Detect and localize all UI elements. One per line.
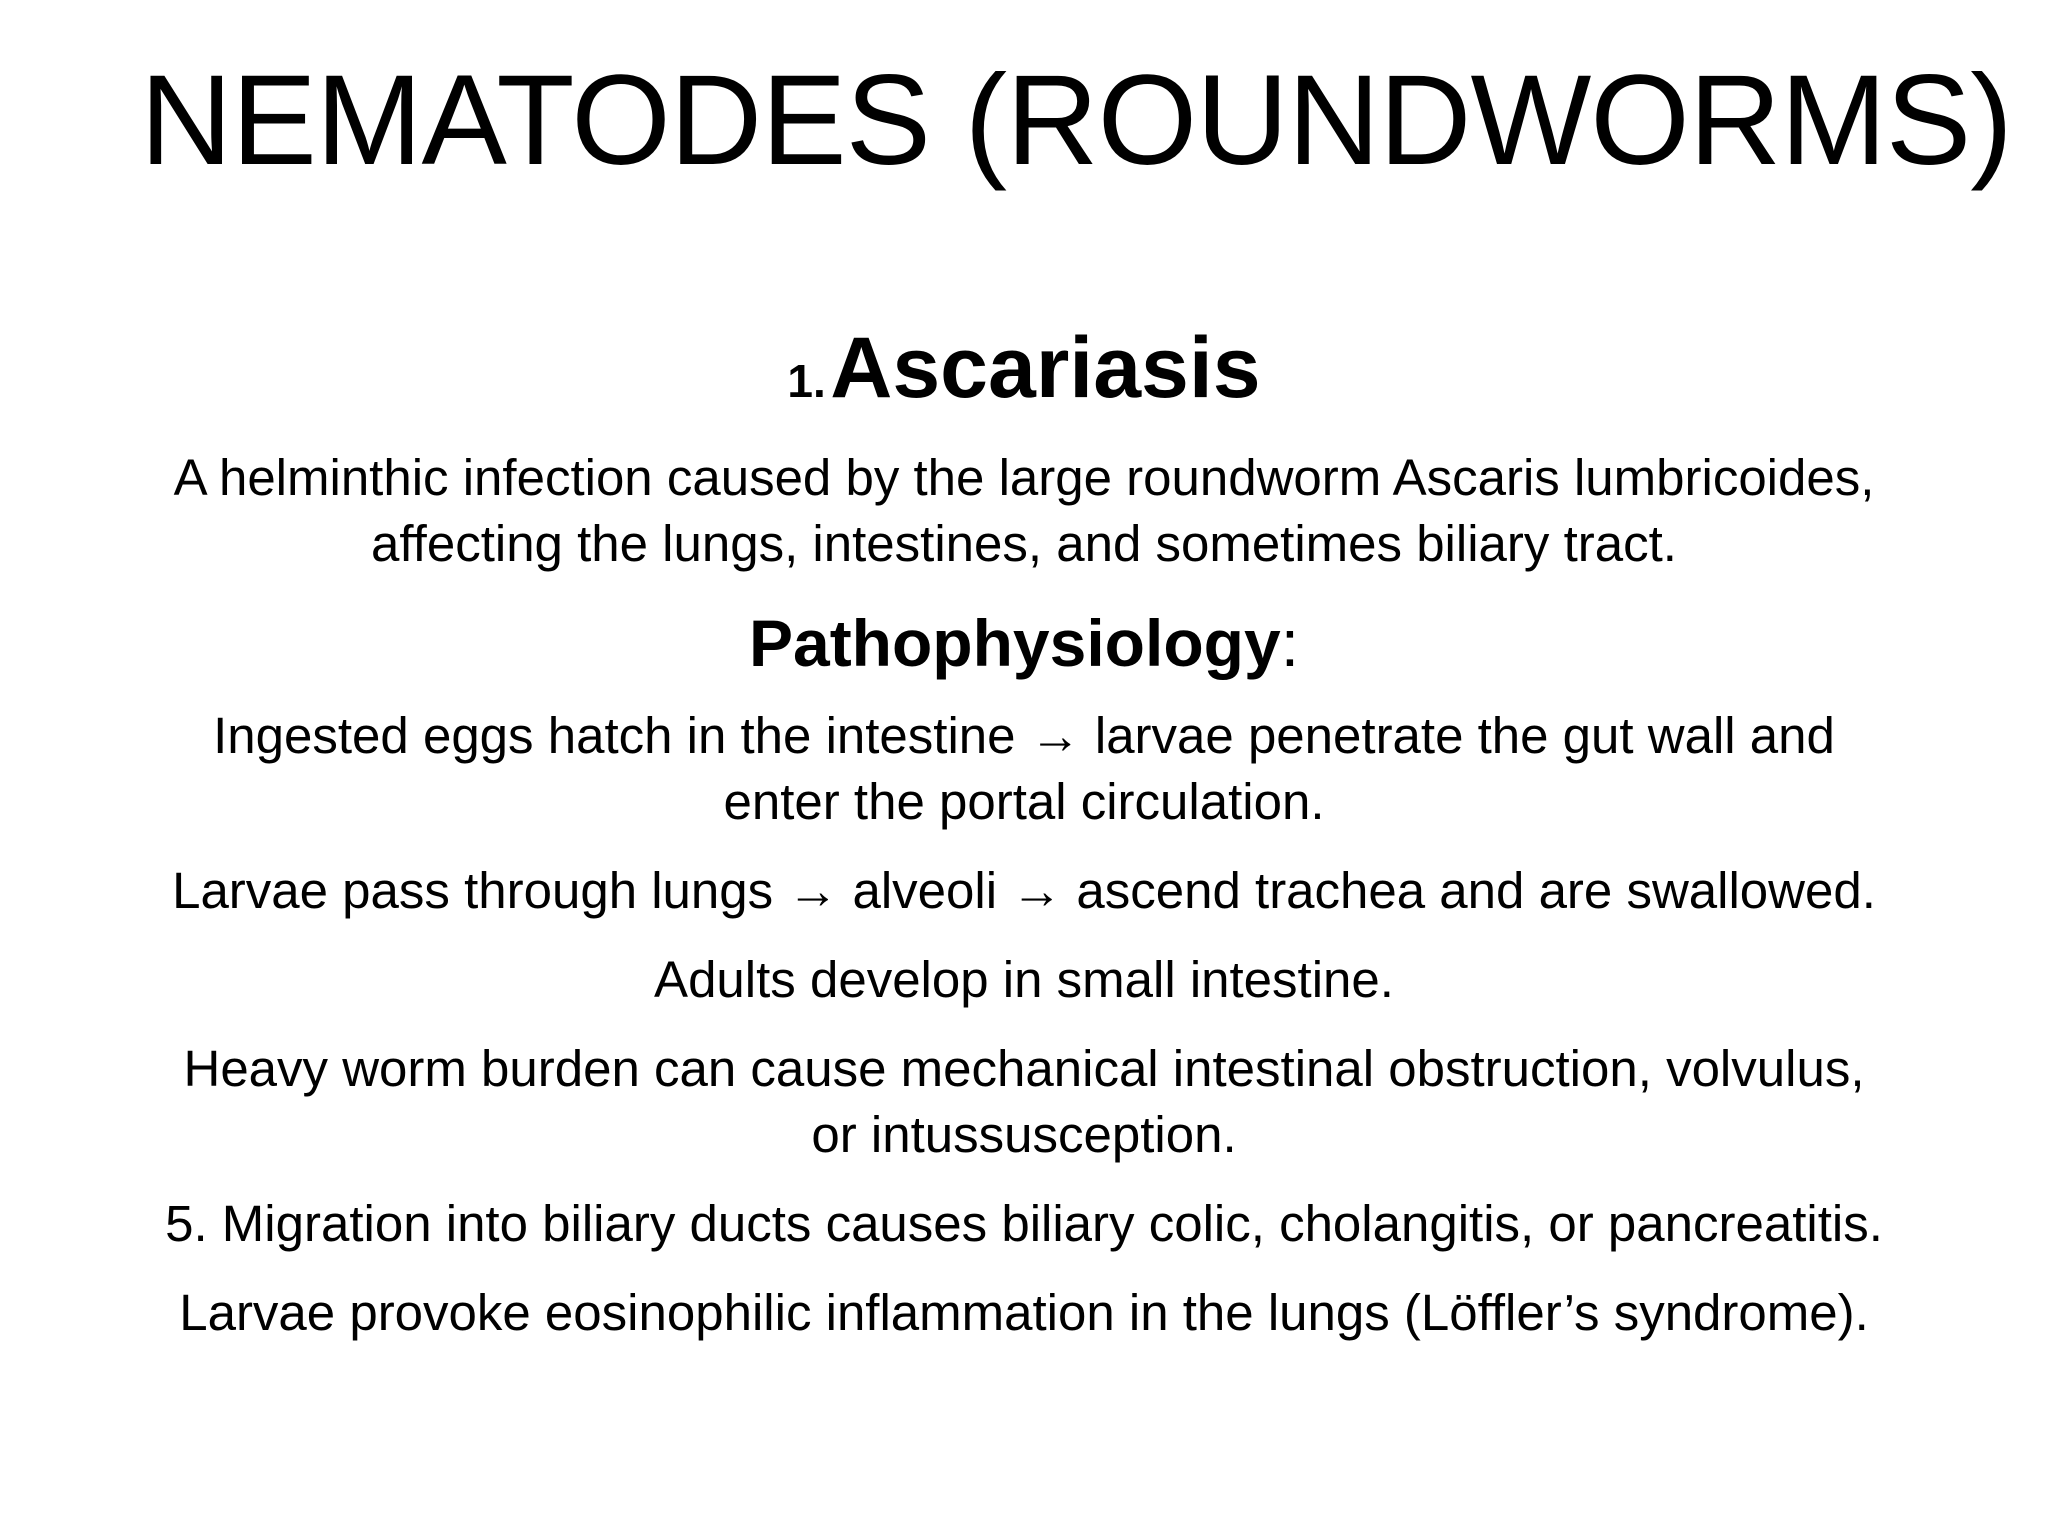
pathophysiology-point-4: [40, 1036, 2008, 1168]
point-3-line-1: Adults develop in small intestine.: [654, 951, 1394, 1008]
pathophysiology-point-5: [40, 1191, 2008, 1257]
point-4-line-2: or intussusception.: [811, 1106, 1237, 1163]
point-4-line-1: Heavy worm burden can cause mechanical intestinal obstruction, volvulus,: [183, 1040, 1865, 1097]
point-5-line-1: 5. Migration into biliary ducts causes biliary colic, cholangitis, or pancreatitis.: [165, 1195, 1883, 1252]
disease-name: Ascariasis: [830, 320, 1261, 416]
slide-title: NEMATODES (ROUNDWORMS): [140, 49, 2012, 192]
pathophysiology-label: Pathophysiology: [748, 606, 1281, 680]
definition-line-2: affecting the lungs, intestines, and sometimes biliary tract.: [371, 515, 1677, 572]
pathophysiology-point-1: [40, 703, 2008, 835]
point-1-line-1: Ingested eggs hatch in the intestine → larvae penetrate the gut wall and: [213, 707, 1835, 764]
disease-heading: [40, 318, 2008, 443]
pathophysiology-heading: [40, 593, 2008, 693]
pathophysiology-colon: :: [1280, 606, 1300, 680]
pathophysiology-list: [40, 703, 2008, 1346]
definition-line-1: A helminthic infection caused by the large roundworm Ascaris lumbricoides,: [173, 449, 1875, 506]
pathophysiology-point-2: [40, 858, 2008, 924]
slide-content: [40, 318, 2008, 1369]
point-1-line-2: enter the portal circulation.: [723, 773, 1325, 830]
point-2-line-1: Larvae pass through lungs → alveoli → ascend trachea and are swallowed.: [172, 862, 1876, 919]
point-6-line-1: Larvae provoke eosinophilic inflammation in the lungs (Löffler’s syndrome).: [179, 1284, 1869, 1341]
pathophysiology-point-3: [40, 947, 2008, 1013]
pathophysiology-point-6: [40, 1280, 2008, 1346]
disease-definition: [40, 445, 2008, 577]
disease-number: 1.: [787, 355, 826, 407]
